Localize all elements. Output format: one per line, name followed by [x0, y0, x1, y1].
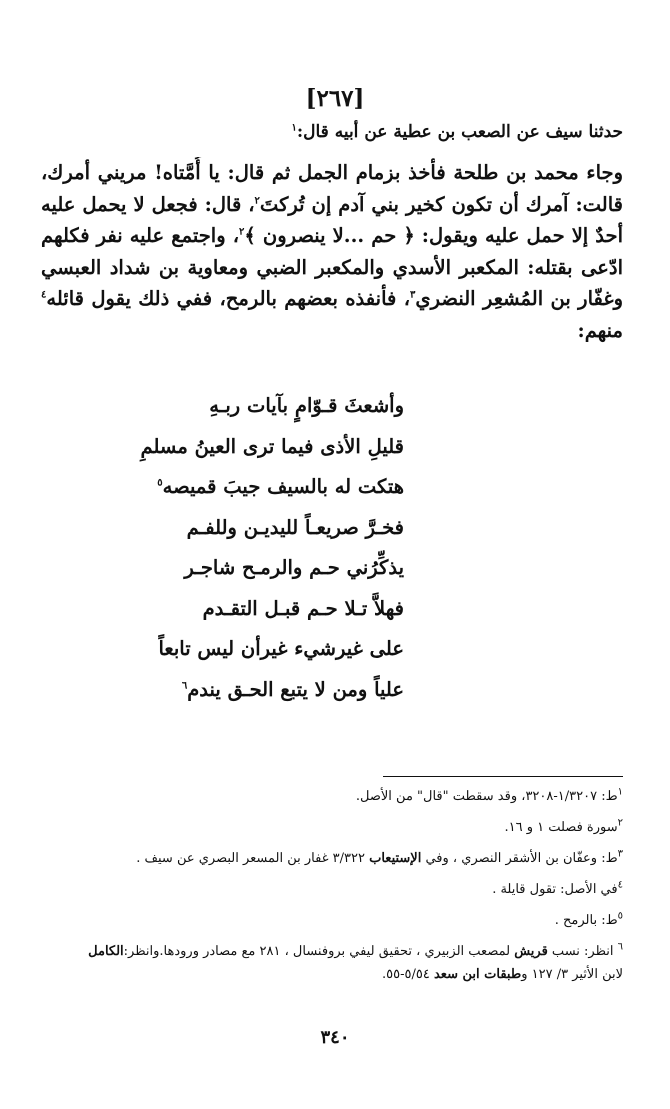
footnote-6	[38, 941, 623, 960]
narration-text	[41, 157, 623, 347]
footnote-source-title: قريش	[514, 944, 548, 959]
footnote-text: ٥/٥٤-٥٥.	[381, 967, 434, 982]
footnote-divider	[383, 776, 623, 777]
narration-line	[41, 283, 623, 315]
isnad-text: حدثنا سيف عن الصعب بن عطية عن أبيه قال:	[296, 122, 623, 142]
footnote-3	[38, 848, 623, 867]
footnote-ref: ٦	[181, 680, 188, 691]
footnote-text: سورة فصلت ١ و ١٦.	[504, 820, 618, 835]
footnote-number: ٣	[617, 848, 623, 860]
poem-verse	[144, 676, 404, 717]
poem-verse: يذكِّرُني حـم والرمـح شاجـر	[184, 556, 404, 579]
poem-verse	[144, 473, 404, 514]
narration-segment: أحدٌ إلا حمل عليه ويقول: ﴿ حم ...لا ينصرون ﴾	[244, 224, 623, 248]
narration-segment: ، قال: فجعل لا يحمل عليه	[41, 192, 255, 216]
poem-verse: قليلِ الأذى فيما ترى العينُ مسلمِ	[140, 434, 404, 458]
poem-verse: فخـرَّ صريعـاً لليديـن وللفـم	[186, 515, 404, 539]
footnote-ref: ٥	[157, 477, 163, 489]
footnote-6-continued	[38, 967, 623, 983]
narration-line: ادّعى بقتله: المكعبر الأسدي والمكعبر الضبي ومعاوية بن شداد العبسي	[41, 255, 623, 279]
poem-verse-text: علياً ومن لا يتبع الحـق يندم	[187, 677, 404, 701]
footnote-text: انظر: نسب	[547, 944, 618, 959]
footnote-ref: ٤	[41, 289, 47, 301]
poem-verse: فهلاَّ تـلا حـم قبـل التقـدم	[202, 596, 404, 620]
isnad-line	[43, 122, 623, 142]
footnote-ref: ١	[291, 122, 297, 134]
narration-line: وجاء محمد بن طلحة فأخذ بزمام الجمل ثم قال: يا أُمَّتاه! مريني أمرك،	[41, 161, 623, 184]
footnote-2	[38, 817, 623, 836]
footnote-5	[38, 910, 623, 929]
footnote-number: ٤	[617, 879, 623, 891]
narration-segment: قالت: آمرك أن تكون كخير بني آدم إن تُركتَ	[259, 192, 623, 216]
hadith-number: [٢٦٧]	[305, 85, 365, 112]
page-number: ٣٤٠	[320, 1027, 350, 1048]
footnote-text: ط: ١/٣٢٠٧-٣٢٠٨، وقد سقطت "قال" من الأصل.	[355, 789, 618, 804]
footnote-1	[38, 786, 623, 805]
footnotes	[38, 786, 623, 993]
narration-segment: وغفّار بن المُشعِر النضري	[415, 287, 623, 311]
footnote-4	[38, 879, 623, 898]
footnote-number: ٦	[617, 941, 623, 953]
footnote-number: ٢	[617, 817, 623, 829]
narration-segment: ، فأنفذه بعضهم بالرمح، ففي ذلك يقول قائله	[46, 287, 411, 311]
poem	[140, 392, 404, 716]
footnote-text: ٣/٣٢٢ غفار بن المسعر البصري عن سيف .	[136, 851, 370, 866]
footnote-ref: ٣	[410, 289, 416, 301]
footnote-source-title: الإستيعاب	[369, 851, 422, 866]
footnote-text: لابن الأثير ٣/ ١٢٧ و	[521, 967, 623, 982]
footnote-number: ٥	[617, 910, 623, 922]
narration-segment: ، واجتمع عليه نفر فكلهم	[41, 224, 239, 248]
footnote-source-title: طبقات ابن سعد	[433, 967, 522, 982]
narration-line	[41, 220, 623, 252]
narration-line: منهم:	[577, 318, 623, 342]
footnote-text: ط: بالرمح .	[554, 913, 618, 928]
poem-verse: وأشعثَ قـوّامٍ بآيات ربـهِ	[209, 394, 404, 417]
footnote-text: لمصعب الزبيري ، تحقيق ليفي بروفنسال ، ٢٨١ مع مصادر ورودها.وانظر:	[123, 944, 515, 959]
footnote-text: في الأصل: تقول قايلة .	[492, 882, 618, 897]
footnote-ref: ٢	[254, 195, 260, 207]
narration-line	[41, 189, 623, 221]
footnote-number: ١	[617, 786, 623, 798]
footnote-text: ط: وعفّان بن الأشقر النصري ، وفي	[421, 851, 618, 866]
footnote-ref: ٢	[239, 226, 245, 238]
poem-verse: على غيرشيء غيرأن ليس تابعاً	[158, 637, 404, 660]
poem-verse-text: هتكت له بالسيف جيبَ قميصه	[162, 475, 404, 498]
footnote-source-title: الكامل	[88, 944, 124, 959]
